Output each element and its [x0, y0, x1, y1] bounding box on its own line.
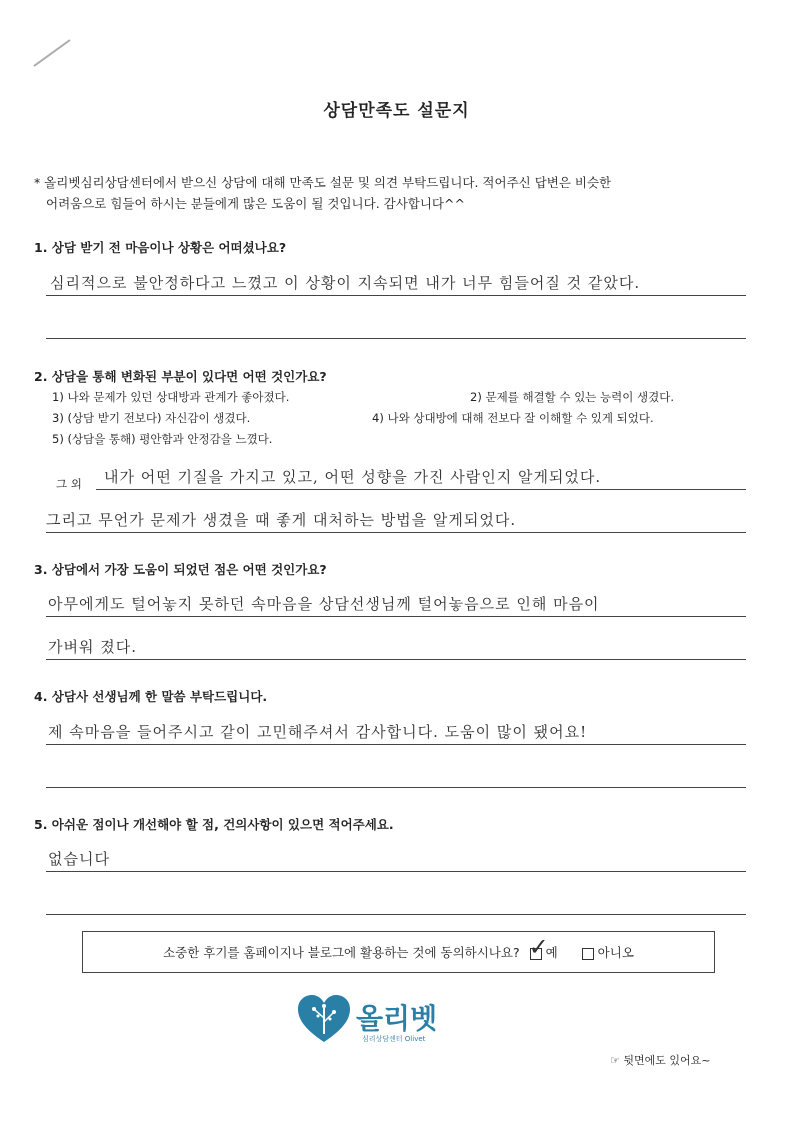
no-checkbox[interactable]	[582, 948, 594, 960]
intro-line-1: * 올리벳심리상담센터에서 받으신 상담에 대해 만족도 설문 및 의견 부탁드립니다. 적어주신 답변은 비슷한	[34, 175, 612, 190]
intro-text	[34, 172, 611, 214]
logo-name: 올리벳	[356, 1002, 438, 1035]
answer-3-line-2: 가벼워 졌다.	[48, 638, 137, 656]
answer-2-line-2: 그리고 무언가 문제가 생겼을 때 좋게 대처하는 방법을 알게되었다.	[46, 511, 517, 529]
answer-line	[46, 338, 746, 339]
answer-line	[46, 787, 746, 788]
checkmark-icon: ✓	[528, 932, 549, 961]
answer-2-line-1: 내가 어떤 기질을 가지고 있고, 어떤 성향을 가진 사람인지 알게되었다.	[104, 468, 602, 486]
yes-checkbox[interactable]	[528, 932, 549, 961]
answer-line	[46, 914, 746, 915]
answer-line	[46, 744, 746, 745]
answer-line	[46, 532, 746, 533]
question-1: 1. 상담 받기 전 마음이나 상황은 어떠셨나요?	[34, 240, 287, 255]
document-title: 상담만족도 설문지	[323, 101, 470, 121]
option-1: 1) 나와 문제가 있던 상대방과 관계가 좋아졌다.	[52, 390, 290, 404]
heart-tree-logo-icon	[296, 994, 352, 1044]
consent-yes-option[interactable]	[528, 932, 558, 961]
answer-line	[46, 616, 746, 617]
answer-4: 제 속마음을 들어주시고 같이 고민해주셔서 감사합니다. 도움이 많이 됐어요!	[48, 723, 588, 741]
answer-1: 심리적으로 불안정하다고 느꼈고 이 상황이 지속되면 내가 너무 힘들어질 것 같았다.	[50, 274, 641, 292]
question-5: 5. 아쉬운 점이나 개선해야 할 점, 건의사항이 있으면 적어주세요.	[34, 817, 394, 832]
answer-line	[46, 295, 746, 296]
answer-line	[46, 659, 746, 660]
question-2: 2. 상담을 통해 변화된 부분이 있다면 어떤 것인가요?	[34, 369, 327, 384]
consent-box	[82, 931, 715, 973]
question-4: 4. 상담사 선생님께 한 말씀 부탁드립니다.	[34, 689, 268, 704]
option-4: 4) 나와 상대방에 대해 전보다 잘 이해할 수 있게 되었다.	[372, 411, 654, 425]
yes-label: 예	[545, 945, 558, 960]
pen-mark	[30, 36, 80, 71]
option-2: 2) 문제를 해결할 수 있는 능력이 생겼다.	[470, 390, 675, 404]
logo-subtitle: 심리상담센터 Olivet	[362, 1035, 426, 1043]
option-5: 5) (상담을 통해) 평안함과 안정감을 느꼈다.	[52, 432, 273, 446]
consent-no-option[interactable]	[582, 943, 634, 961]
other-label: 그 외	[56, 477, 82, 491]
answer-line	[46, 871, 746, 872]
option-3: 3) (상담 받기 전보다) 자신감이 생겼다.	[52, 411, 251, 425]
answer-5: 없습니다	[48, 850, 110, 868]
answer-3-line-1: 아무에게도 털어놓지 못하던 속마음을 상담선생님께 털어놓음으로 인해 마음이	[48, 595, 600, 613]
intro-line-2: 어려움으로 힘들어 하시는 분들에게 많은 도움이 될 것입니다. 감사합니다^^	[46, 196, 465, 211]
question-3: 3. 상담에서 가장 도움이 되었던 점은 어떤 것인가요?	[34, 562, 327, 577]
footer-note: ☞ 뒷면에도 있어요~	[610, 1054, 711, 1067]
no-label: 아니오	[597, 945, 634, 960]
consent-question: 소중한 후기를 홈페이지나 블로그에 활용하는 것에 동의하시나요?	[163, 945, 520, 960]
answer-line	[96, 489, 746, 490]
